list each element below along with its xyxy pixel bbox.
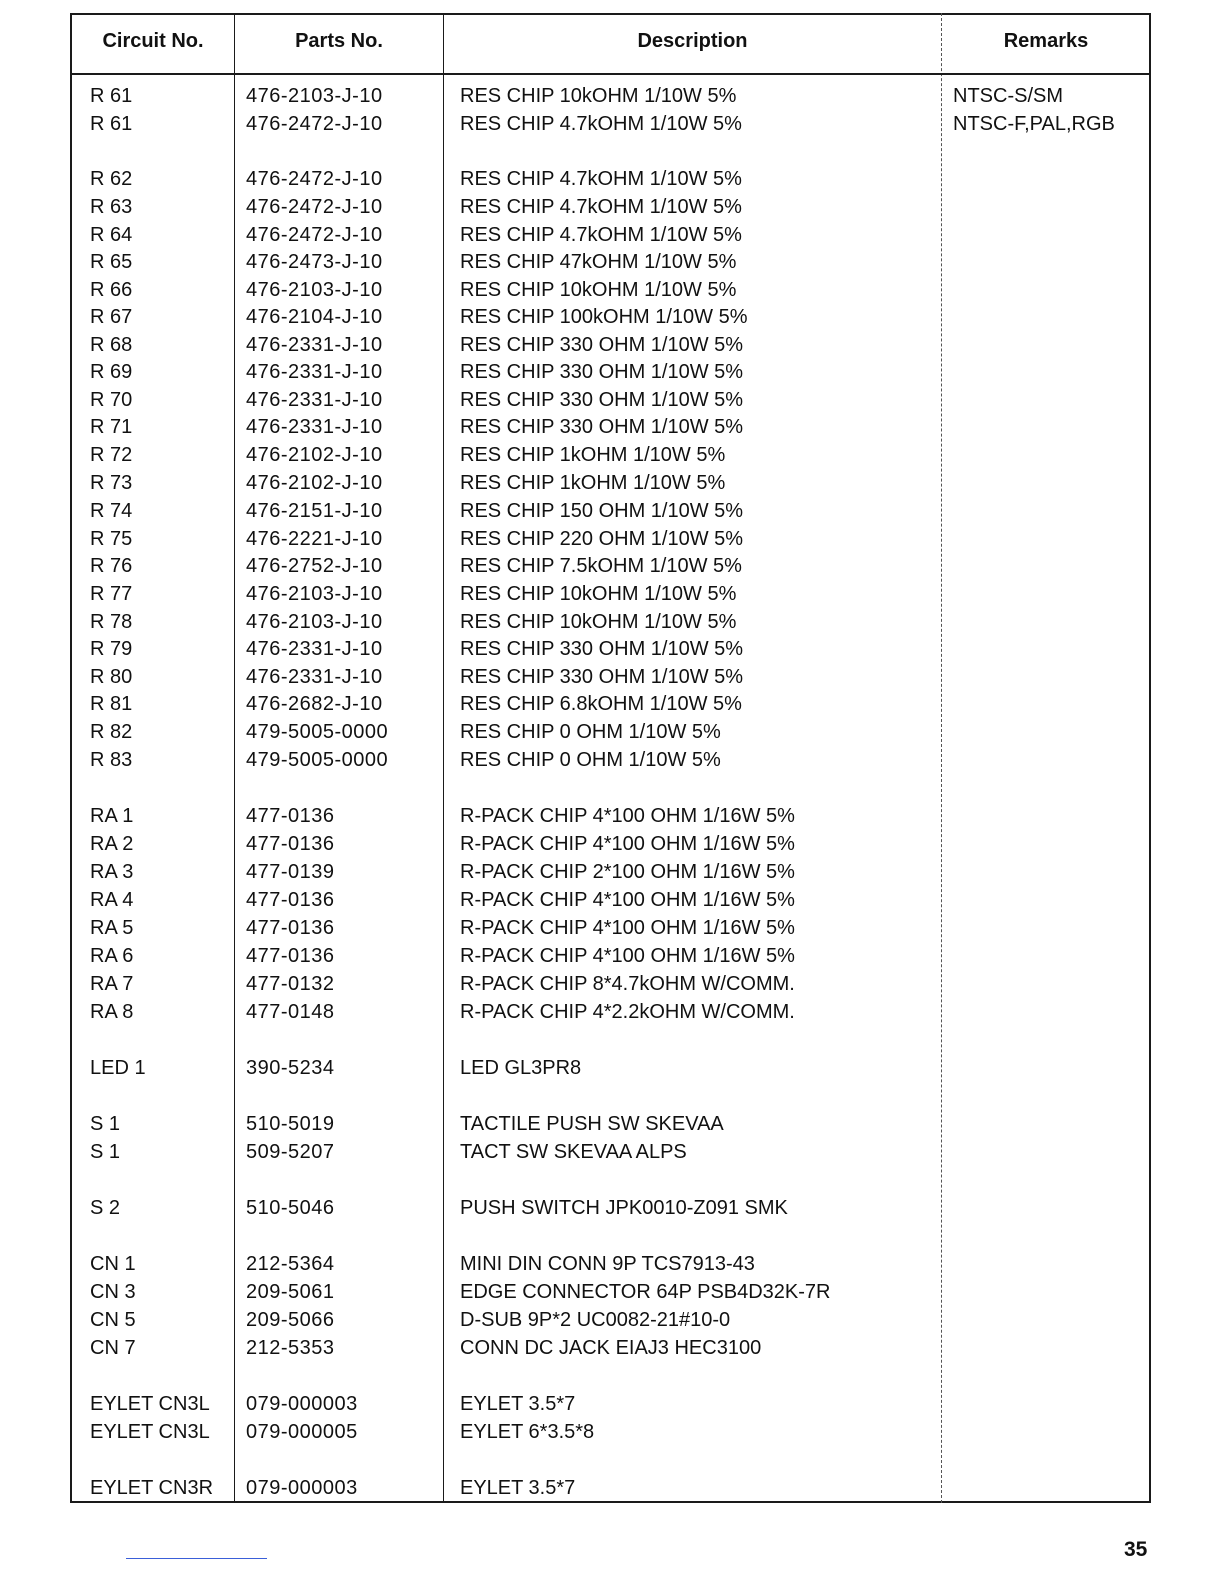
circuit-no-cell: R 72: [90, 444, 133, 466]
circuit-no-cell: R 67: [90, 306, 133, 328]
circuit-no-cell: R 63: [90, 196, 133, 218]
table-row: [70, 1111, 1151, 1138]
description-cell: RES CHIP 330 OHM 1/10W 5%: [460, 416, 744, 438]
table-row: [70, 1251, 1151, 1278]
description-cell: R-PACK CHIP 4*2.2kOHM W/COMM.: [460, 1001, 795, 1023]
parts-no-cell: 476-2752-J-10: [246, 555, 383, 577]
circuit-no-cell: CN 3: [90, 1281, 136, 1303]
description-cell: RES CHIP 4.7kOHM 1/10W 5%: [460, 113, 742, 135]
description-cell: RES CHIP 330 OHM 1/10W 5%: [460, 334, 744, 356]
table-row: [70, 194, 1151, 221]
circuit-no-cell: R 64: [90, 224, 133, 246]
circuit-no-cell: R 73: [90, 472, 133, 494]
table-row: [70, 553, 1151, 580]
parts-no-cell: 476-2103-J-10: [246, 85, 383, 107]
parts-no-cell: 476-2473-J-10: [246, 251, 383, 273]
description-cell: R-PACK CHIP 4*100 OHM 1/16W 5%: [460, 805, 795, 827]
table-row: [70, 387, 1151, 414]
parts-no-cell: 477-0136: [246, 805, 335, 827]
description-cell: PUSH SWITCH JPK0010-Z091 SMK: [460, 1197, 788, 1219]
circuit-no-cell: R 77: [90, 583, 133, 605]
parts-no-cell: 477-0136: [246, 889, 335, 911]
table-row: [70, 609, 1151, 636]
table-row: [70, 719, 1151, 746]
description-cell: RES CHIP 10kOHM 1/10W 5%: [460, 611, 737, 633]
description-cell: RES CHIP 1kOHM 1/10W 5%: [460, 472, 726, 494]
table-row: [70, 1335, 1151, 1362]
description-cell: EYLET 3.5*7: [460, 1477, 576, 1499]
circuit-no-cell: S 1: [90, 1113, 121, 1135]
parts-no-cell: 476-2472-J-10: [246, 196, 383, 218]
description-cell: R-PACK CHIP 4*100 OHM 1/16W 5%: [460, 833, 795, 855]
parts-no-cell: 476-2472-J-10: [246, 224, 383, 246]
description-cell: RES CHIP 1kOHM 1/10W 5%: [460, 444, 726, 466]
description-cell: EYLET 3.5*7: [460, 1393, 576, 1415]
circuit-no-cell: R 81: [90, 693, 133, 715]
table-row: [70, 1475, 1151, 1502]
table-row: [70, 414, 1151, 441]
remarks-cell: NTSC-S/SM: [953, 85, 1063, 107]
table-row: [70, 1139, 1151, 1166]
parts-no-cell: 212-5353: [246, 1337, 335, 1359]
description-cell: RES CHIP 7.5kOHM 1/10W 5%: [460, 555, 742, 577]
table-row: [70, 1055, 1151, 1082]
table-row: [70, 442, 1151, 469]
table-row: [70, 803, 1151, 830]
description-cell: RES CHIP 10kOHM 1/10W 5%: [460, 583, 737, 605]
circuit-no-cell: CN 1: [90, 1253, 136, 1275]
parts-no-cell: 476-2102-J-10: [246, 472, 383, 494]
circuit-no-cell: LED 1: [90, 1057, 146, 1079]
description-cell: RES CHIP 10kOHM 1/10W 5%: [460, 85, 737, 107]
parts-no-cell: 479-5005-0000: [246, 721, 389, 743]
description-cell: D-SUB 9P*2 UC0082-21#10-0: [460, 1309, 731, 1331]
circuit-no-cell: RA 8: [90, 1001, 134, 1023]
circuit-no-cell: R 76: [90, 555, 133, 577]
circuit-no-cell: R 66: [90, 279, 133, 301]
parts-no-cell: 212-5364: [246, 1253, 335, 1275]
circuit-no-cell: CN 7: [90, 1337, 136, 1359]
parts-no-cell: 477-0148: [246, 1001, 335, 1023]
table-row: [70, 277, 1151, 304]
parts-no-cell: 209-5066: [246, 1309, 335, 1331]
table-row: [70, 1391, 1151, 1418]
parts-no-cell: 209-5061: [246, 1281, 335, 1303]
parts-no-cell: 477-0132: [246, 973, 335, 995]
circuit-no-cell: EYLET CN3L: [90, 1421, 210, 1443]
parts-no-cell: 509-5207: [246, 1141, 335, 1163]
parts-no-cell: 476-2331-J-10: [246, 638, 383, 660]
table-row: [70, 498, 1151, 525]
circuit-no-cell: R 61: [90, 113, 133, 135]
table-row: [70, 526, 1151, 553]
description-cell: RES CHIP 330 OHM 1/10W 5%: [460, 666, 744, 688]
description-cell: RES CHIP 4.7kOHM 1/10W 5%: [460, 196, 742, 218]
parts-no-cell: 079-000005: [246, 1421, 358, 1443]
circuit-no-cell: R 74: [90, 500, 133, 522]
circuit-no-cell: RA 6: [90, 945, 134, 967]
description-cell: EDGE CONNECTOR 64P PSB4D32K-7R: [460, 1281, 831, 1303]
parts-no-cell: 476-2331-J-10: [246, 389, 383, 411]
description-cell: R-PACK CHIP 2*100 OHM 1/16W 5%: [460, 861, 795, 883]
circuit-no-cell: R 79: [90, 638, 133, 660]
circuit-no-cell: R 68: [90, 334, 133, 356]
description-cell: RES CHIP 100kOHM 1/10W 5%: [460, 306, 748, 328]
header-circuit-no: Circuit No.: [102, 30, 204, 52]
table-row: [70, 111, 1151, 138]
table-row: [70, 166, 1151, 193]
description-cell: RES CHIP 330 OHM 1/10W 5%: [460, 361, 744, 383]
table-row: [70, 304, 1151, 331]
description-cell: RES CHIP 6.8kOHM 1/10W 5%: [460, 693, 742, 715]
description-cell: RES CHIP 10kOHM 1/10W 5%: [460, 279, 737, 301]
description-cell: LED GL3PR8: [460, 1057, 582, 1079]
description-cell: RES CHIP 330 OHM 1/10W 5%: [460, 389, 744, 411]
circuit-no-cell: S 2: [90, 1197, 121, 1219]
description-cell: R-PACK CHIP 4*100 OHM 1/16W 5%: [460, 945, 795, 967]
parts-no-cell: 477-0136: [246, 833, 335, 855]
table-row: [70, 971, 1151, 998]
parts-no-cell: 477-0136: [246, 945, 335, 967]
footer-link-underline: [126, 1558, 267, 1559]
parts-no-cell: 510-5046: [246, 1197, 335, 1219]
circuit-no-cell: R 65: [90, 251, 133, 273]
description-cell: R-PACK CHIP 8*4.7kOHM W/COMM.: [460, 973, 795, 995]
description-cell: R-PACK CHIP 4*100 OHM 1/16W 5%: [460, 889, 795, 911]
parts-no-cell: 476-2103-J-10: [246, 583, 383, 605]
parts-no-cell: 510-5019: [246, 1113, 335, 1135]
remarks-cell: NTSC-F,PAL,RGB: [953, 113, 1115, 135]
parts-no-cell: 476-2472-J-10: [246, 113, 383, 135]
parts-no-cell: 079-000003: [246, 1393, 358, 1415]
table-row: [70, 691, 1151, 718]
circuit-no-cell: R 62: [90, 168, 133, 190]
table-row: [70, 943, 1151, 970]
parts-no-cell: 477-0139: [246, 861, 335, 883]
description-cell: RES CHIP 150 OHM 1/10W 5%: [460, 500, 744, 522]
table-row: [70, 831, 1151, 858]
description-cell: CONN DC JACK EIAJ3 HEC3100: [460, 1337, 762, 1359]
parts-no-cell: 476-2221-J-10: [246, 528, 383, 550]
parts-no-cell: 476-2103-J-10: [246, 611, 383, 633]
circuit-no-cell: R 82: [90, 721, 133, 743]
description-cell: RES CHIP 47kOHM 1/10W 5%: [460, 251, 737, 273]
description-cell: RES CHIP 220 OHM 1/10W 5%: [460, 528, 744, 550]
table-row: [70, 1419, 1151, 1446]
description-cell: RES CHIP 330 OHM 1/10W 5%: [460, 638, 744, 660]
table-row: [70, 636, 1151, 663]
parts-no-cell: 390-5234: [246, 1057, 335, 1079]
parts-no-cell: 079-000003: [246, 1477, 358, 1499]
circuit-no-cell: RA 4: [90, 889, 134, 911]
parts-no-cell: 476-2682-J-10: [246, 693, 383, 715]
description-cell: MINI DIN CONN 9P TCS7913-43: [460, 1253, 755, 1275]
circuit-no-cell: R 70: [90, 389, 133, 411]
parts-no-cell: 476-2331-J-10: [246, 334, 383, 356]
table-row: [70, 581, 1151, 608]
parts-no-cell: 476-2104-J-10: [246, 306, 383, 328]
table-row: [70, 470, 1151, 497]
parts-no-cell: 476-2331-J-10: [246, 666, 383, 688]
description-cell: EYLET 6*3.5*8: [460, 1421, 595, 1443]
page-number: 35: [1124, 1538, 1148, 1561]
table-row: [70, 359, 1151, 386]
header-description: Description: [637, 30, 748, 52]
header-parts-no: Parts No.: [295, 30, 383, 52]
table-row: [70, 999, 1151, 1026]
table-row: [70, 859, 1151, 886]
table-row: [70, 747, 1151, 774]
description-cell: TACTILE PUSH SW SKEVAA: [460, 1113, 724, 1135]
circuit-no-cell: RA 7: [90, 973, 134, 995]
header-divider: [70, 73, 1151, 75]
table-row: [70, 249, 1151, 276]
circuit-no-cell: RA 5: [90, 917, 134, 939]
circuit-no-cell: R 69: [90, 361, 133, 383]
description-cell: RES CHIP 4.7kOHM 1/10W 5%: [460, 168, 742, 190]
circuit-no-cell: R 75: [90, 528, 133, 550]
circuit-no-cell: S 1: [90, 1141, 121, 1163]
description-cell: TACT SW SKEVAA ALPS: [460, 1141, 687, 1163]
table-row: [70, 887, 1151, 914]
table-row: [70, 1307, 1151, 1334]
description-cell: RES CHIP 0 OHM 1/10W 5%: [460, 721, 721, 743]
circuit-no-cell: R 83: [90, 749, 133, 771]
table-row: [70, 915, 1151, 942]
table-row: [70, 1279, 1151, 1306]
parts-no-cell: 476-2151-J-10: [246, 500, 383, 522]
circuit-no-cell: RA 3: [90, 861, 134, 883]
parts-no-cell: 476-2102-J-10: [246, 444, 383, 466]
description-cell: RES CHIP 0 OHM 1/10W 5%: [460, 749, 721, 771]
description-cell: R-PACK CHIP 4*100 OHM 1/16W 5%: [460, 917, 795, 939]
parts-no-cell: 476-2103-J-10: [246, 279, 383, 301]
circuit-no-cell: EYLET CN3L: [90, 1393, 210, 1415]
circuit-no-cell: CN 5: [90, 1309, 136, 1331]
circuit-no-cell: R 71: [90, 416, 133, 438]
circuit-no-cell: R 61: [90, 85, 133, 107]
parts-no-cell: 479-5005-0000: [246, 749, 389, 771]
table-row: [70, 1195, 1151, 1222]
circuit-no-cell: R 78: [90, 611, 133, 633]
parts-no-cell: 476-2472-J-10: [246, 168, 383, 190]
header-remarks: Remarks: [1003, 30, 1089, 52]
circuit-no-cell: RA 1: [90, 805, 134, 827]
parts-no-cell: 476-2331-J-10: [246, 416, 383, 438]
table-row: [70, 332, 1151, 359]
parts-no-cell: 476-2331-J-10: [246, 361, 383, 383]
parts-no-cell: 477-0136: [246, 917, 335, 939]
circuit-no-cell: RA 2: [90, 833, 134, 855]
table-row: [70, 664, 1151, 691]
circuit-no-cell: R 80: [90, 666, 133, 688]
description-cell: RES CHIP 4.7kOHM 1/10W 5%: [460, 224, 742, 246]
table-row: [70, 222, 1151, 249]
circuit-no-cell: EYLET CN3R: [90, 1477, 214, 1499]
table-row: [70, 83, 1151, 110]
